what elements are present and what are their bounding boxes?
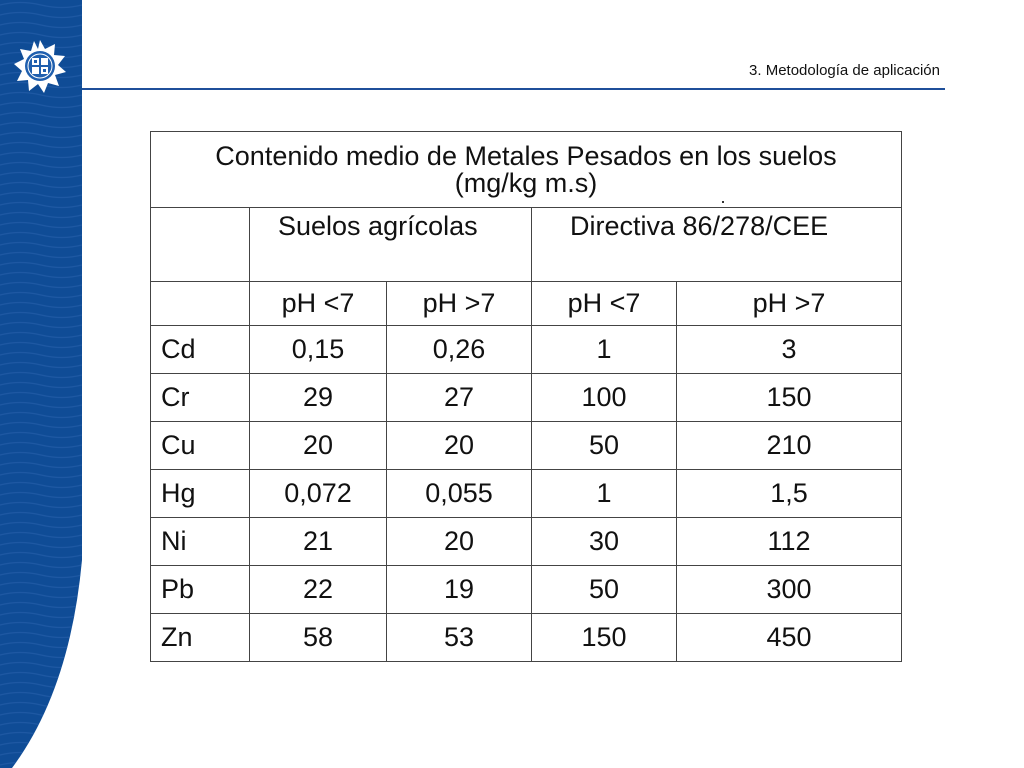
value-cell: 27 [387, 374, 532, 422]
table-row [151, 518, 902, 566]
table-row [151, 470, 902, 518]
subheader-cell: pH >7 [387, 282, 532, 326]
element-cell: Hg [151, 470, 250, 518]
value-cell: 150 [532, 614, 677, 662]
side-band-decoration [0, 0, 82, 768]
value-cell: 58 [250, 614, 387, 662]
subheader-cell: pH <7 [250, 282, 387, 326]
table-row [151, 374, 902, 422]
empty-header-cell [151, 208, 250, 282]
value-cell: 150 [677, 374, 902, 422]
table-caption [151, 132, 902, 208]
group-header-agricultural-soils: Suelos agrícolas [250, 208, 532, 282]
value-cell: 0,055 [387, 470, 532, 518]
table-caption-line2: (mg/kg m.s) [454, 167, 598, 198]
stray-dot [722, 201, 724, 203]
table-row [151, 422, 902, 470]
value-cell: 0,26 [387, 326, 532, 374]
value-cell: 20 [387, 518, 532, 566]
value-cell: 0,15 [250, 326, 387, 374]
value-cell: 50 [532, 422, 677, 470]
value-cell: 20 [387, 422, 532, 470]
header-divider [82, 88, 945, 90]
value-cell: 1 [532, 326, 677, 374]
heavy-metals-table [150, 131, 902, 662]
value-cell: 19 [387, 566, 532, 614]
subheader-cell: pH <7 [532, 282, 677, 326]
element-cell: Pb [151, 566, 250, 614]
value-cell: 450 [677, 614, 902, 662]
value-cell: 1,5 [677, 470, 902, 518]
element-cell: Zn [151, 614, 250, 662]
element-cell: Ni [151, 518, 250, 566]
value-cell: 30 [532, 518, 677, 566]
table-row [151, 614, 902, 662]
subheader-cell: pH >7 [677, 282, 902, 326]
group-header-directive: Directiva 86/278/CEE [532, 208, 902, 282]
value-cell: 21 [250, 518, 387, 566]
value-cell: 3 [677, 326, 902, 374]
empty-subheader-cell [151, 282, 250, 326]
element-cell: Cr [151, 374, 250, 422]
value-cell: 22 [250, 566, 387, 614]
table-row [151, 326, 902, 374]
table-row [151, 566, 902, 614]
value-cell: 20 [250, 422, 387, 470]
university-seal-icon [13, 39, 67, 93]
value-cell: 0,072 [250, 470, 387, 518]
value-cell: 53 [387, 614, 532, 662]
element-cell: Cd [151, 326, 250, 374]
table-caption-line1: Contenido medio de Metales Pesados en los suelos [215, 140, 837, 171]
value-cell: 100 [532, 374, 677, 422]
value-cell: 112 [677, 518, 902, 566]
element-cell: Cu [151, 422, 250, 470]
value-cell: 29 [250, 374, 387, 422]
value-cell: 210 [677, 422, 902, 470]
value-cell: 1 [532, 470, 677, 518]
value-cell: 300 [677, 566, 902, 614]
section-title: 3. Metodología de aplicación [749, 62, 940, 79]
value-cell: 50 [532, 566, 677, 614]
